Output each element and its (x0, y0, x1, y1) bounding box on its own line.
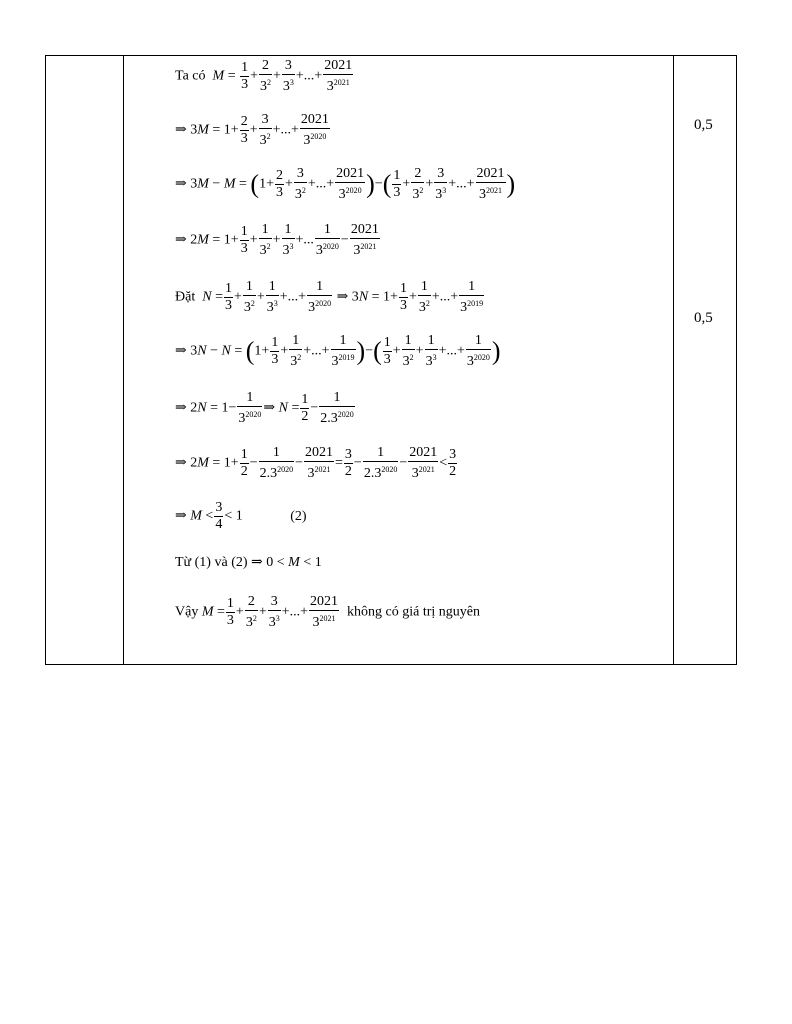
label-ta-co: Ta có (175, 68, 206, 84)
step-combine: Từ (1) và (2) ⇒ 0 < M < 1 (175, 555, 322, 570)
step-2n: ⇒ 2N = 1− $\frac{1}{3^{2020}}$ ⇒ N = $\frac{1}{2}$ − $\frac{1}{2.3^{2020}}$ (175, 390, 354, 426)
step-3m-minus-m: ⇒ 3M − M = (1+ $\frac{2}{3}$ + $\frac{3}{3^2}$ +...+ $\frac{2021}{3^{2020}}$ )−( $\frac{1}{3}$ + $\frac{2}{3^2}$ + $\frac{3}{3^3}$ +...+ $\frac{2021}{3^{2021}}$ ) (175, 166, 516, 202)
label-conclusion: không có giá trị nguyên (347, 604, 480, 620)
step-m-bound: ⇒ M < $\frac{3}{4}$ < 1 (2) (175, 500, 307, 532)
step-conclusion: Vậy M = $\frac{1}{3}$ + $\frac{2}{3^2}$ + $\frac{3}{3^3}$ +...+ $\frac{2021}{3^{2021}}$ không có giá trị nguyên (175, 594, 480, 630)
step-2m-bound: ⇒ 2M = 1+ $\frac{1}{2}$ − $\frac{1}{2.3^{2020}}$ − $\frac{2021}{3^{2021}}$ = $\frac{3}{2}$ − $\frac{1}{2.3^{2020}}$ − $\frac{2021}{3^{2021}}$ < $\frac{3}{2}$ (175, 445, 457, 481)
step-3n-minus-n: ⇒ 3N − N = (1+ $\frac{1}{3}$ + $\frac{1}{3^2}$ +...+ $\frac{1}{3^{2019}}$ )−( $\frac{1}{3}$ + $\frac{1}{3^2}$ + $\frac{1}{3^3}$ +...+ $\frac{1}{3^{2020}}$ ) (175, 333, 501, 369)
step-define-n: Đặt N = $\frac{1}{3}$ + $\frac{1}{3^2}$ + $\frac{1}{3^3}$ +...+ $\frac{1}{3^{2020}}$ ⇒ 3N = 1+ $\frac{1}{3}$ + $\frac{1}{3^2}$ +...+ $\frac{1}{3^{2019}}$ (175, 279, 484, 315)
label-va: và (214, 555, 228, 570)
column-divider-2 (673, 56, 674, 664)
score-cell-1: 0,5 (694, 117, 713, 133)
score-cell-2: 0,5 (694, 310, 713, 326)
label-vay: Vậy (175, 604, 199, 620)
label-tu: Từ (175, 555, 192, 570)
label-dat: Đặt (175, 289, 196, 305)
step-define-m: Ta có M = $\frac{1}{3}$ + $\frac{2}{3^2}$ + $\frac{3}{3^3}$ +...+ $\frac{2021}{3^{2021}}$ (175, 58, 353, 94)
column-divider-1 (123, 56, 124, 664)
step-2m: ⇒ 2M = 1+ $\frac{1}{3}$ + $\frac{1}{3^2}$ + $\frac{1}{3^3}$ +... $\frac{1}{3^{2020}}$ − $\frac{2021}{3^{2021}}$ (175, 222, 379, 258)
step-3m: ⇒ 3M = 1+ $\frac{2}{3}$ + $\frac{3}{3^2}$ +...+ $\frac{2021}{3^{2020}}$ (175, 112, 329, 148)
